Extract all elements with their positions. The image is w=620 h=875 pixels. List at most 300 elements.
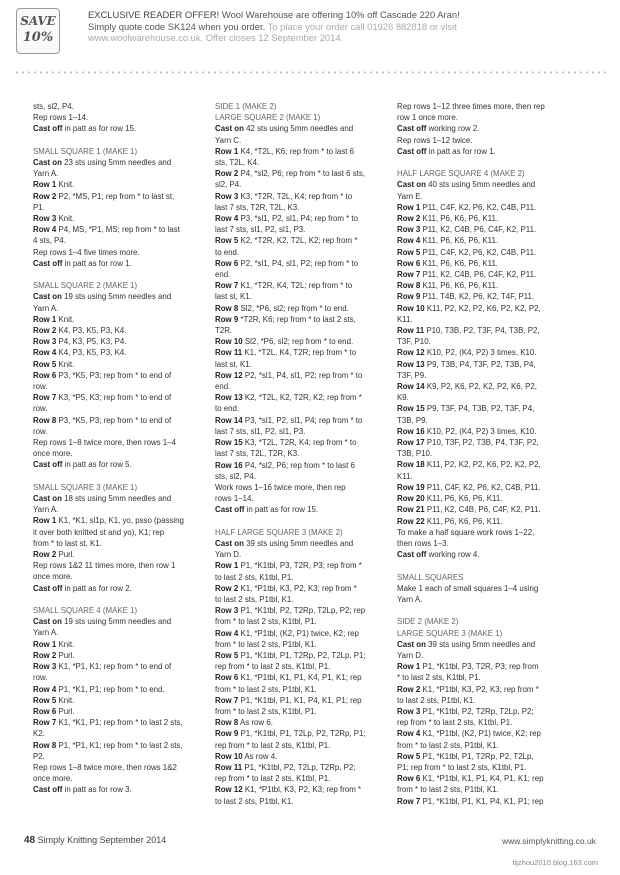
instruction-label: Row 19 (397, 482, 425, 492)
instruction-label: Row 1 (397, 202, 421, 212)
instruction-line (33, 684, 205, 695)
instruction-text: P1, *K1tbl, P1, K1, P4, K1, P1; rep (420, 796, 544, 806)
instruction-label: Row 18 (397, 460, 425, 470)
instruction-line (397, 347, 569, 358)
instruction-text: K3, *T2L, T2R, K4; rep from * to (242, 438, 357, 448)
instruction-text: T3B, P10. (397, 449, 433, 459)
instruction-line (397, 717, 569, 728)
instruction-text: Yarn A. (33, 169, 59, 179)
instruction-label: Row 6 (33, 370, 57, 380)
instruction-label: Row 1 (397, 662, 421, 672)
offer-line-1 (88, 9, 608, 21)
instruction-line (33, 706, 205, 717)
instruction-label: Row 8 (215, 303, 239, 313)
instruction-label: Cast on (397, 639, 426, 649)
instruction-label: Row 6 (215, 258, 239, 268)
instruction-line (215, 639, 387, 650)
instruction-line (397, 516, 569, 527)
instruction-line (215, 796, 387, 807)
instruction-text: K11. (397, 314, 413, 324)
spacer (397, 560, 569, 571)
instruction-line (397, 291, 569, 302)
instruction-label: Row 6 (215, 673, 239, 683)
instruction-text: last 7 sts, T2L, T2R, K3. (215, 449, 300, 459)
instruction-line (33, 303, 205, 314)
instruction-text: row 1 once more. (397, 113, 458, 123)
instruction-label: Row 12 (397, 348, 425, 358)
instruction-line (33, 740, 205, 751)
instruction-line (215, 695, 387, 706)
instruction-line (397, 325, 569, 336)
instruction-line (33, 717, 205, 728)
instruction-label: Row 4 (215, 628, 239, 638)
instruction-line (33, 157, 205, 168)
instruction-text: Yarn A. (33, 303, 59, 313)
instruction-line (397, 202, 569, 213)
instruction-label: Row 4 (397, 729, 421, 739)
instruction-text: K1, *K1, P1; rep from * to last 2 sts, (56, 718, 183, 728)
instruction-line (215, 280, 387, 291)
instruction-label: Row 16 (397, 426, 425, 436)
instruction-label: Row 4 (33, 225, 57, 235)
instruction-text: P1; rep from * to last 2 sts, K1tbl, P1. (397, 762, 527, 772)
instruction-line (33, 695, 205, 706)
instruction-line (215, 370, 387, 381)
instruction-line (397, 314, 569, 325)
instruction-line (215, 303, 387, 314)
instruction-line (33, 381, 205, 392)
section-heading: SMALL SQUARE 2 (MAKE 1) (33, 281, 138, 291)
instruction-label: Row 9 (397, 292, 421, 302)
instruction-text: in patt as for row 5. (62, 460, 132, 470)
instruction-label: Cast off (33, 124, 63, 134)
instruction-line (215, 336, 387, 347)
instruction-line (397, 336, 569, 347)
instruction-line (33, 459, 205, 470)
instruction-text: to last 2 sts, P1tbl, K1. (215, 796, 294, 806)
instruction-text: P1, *K1, P1; rep from * to end. (56, 684, 165, 694)
instruction-text: Purl. (56, 706, 75, 716)
instruction-text: Rep rows 1–8 twice more, then rows 1–4 (33, 438, 176, 448)
instruction-label: Cast off (33, 785, 63, 795)
instruction-text: P3, *K5, P3; rep from * to end of (56, 415, 172, 425)
section-heading: HALF LARGE SQUARE 3 (MAKE 2) (215, 527, 343, 537)
instruction-text: Yarn A. (33, 505, 59, 515)
instruction-text: Knit. (56, 695, 75, 705)
instruction-text: P1, *K1tbl, P2, T2Lp, T2Rp, P2; (242, 762, 356, 772)
instruction-line (215, 773, 387, 784)
instruction-text: 39 sts using 5mm needles and (243, 538, 354, 548)
footer-left (24, 835, 166, 846)
instruction-line (397, 762, 569, 773)
instruction-line (215, 784, 387, 795)
instruction-line (397, 381, 569, 392)
instruction-text: K2, *T2R, K2, T2L, K2; rep from * (238, 236, 358, 246)
instruction-text: P1, *K1tbl, P1, T2Rp, P2, T2Lp, (420, 751, 534, 761)
instruction-label: Row 15 (215, 438, 243, 448)
instruction-line (215, 706, 387, 717)
instruction-text: row. (33, 382, 48, 392)
instruction-line (215, 258, 387, 269)
instruction-text: T2R. (215, 326, 233, 336)
pattern-column-1 (33, 101, 205, 796)
instruction-label: Row 2 (33, 191, 57, 201)
instruction-label: Row 13 (397, 359, 425, 369)
instruction-line (215, 437, 387, 448)
instruction-line (215, 650, 387, 661)
offer-line-3: www.woolwarehouse.co.uk. Offer closes 12 September 2014. (88, 32, 344, 43)
instruction-text: Purl. (56, 650, 75, 660)
instruction-text: in patt as for row 2. (62, 583, 132, 593)
section-heading: SMALL SQUARES (397, 572, 464, 582)
instruction-text: P1, *K1tbl, P3, T2R, P3; rep from * (238, 561, 362, 571)
instruction-line (215, 684, 387, 695)
instruction-line (397, 471, 569, 482)
instruction-text: K1, *T2R, K4, T2L; rep from * to (238, 281, 353, 291)
instruction-text: Knit. (56, 214, 75, 224)
instruction-line (215, 179, 387, 190)
instruction-text: P10, T3F, P2, T3B, P4, T3F, P2, (424, 438, 539, 448)
instruction-text: Work rows 1–16 twice more, then rep (215, 482, 346, 492)
instruction-label: Row 11 (397, 326, 425, 336)
instruction-text: from * to last st, K1. (33, 538, 102, 548)
instruction-label: Cast off (33, 258, 63, 268)
instruction-text: K11. (397, 471, 413, 481)
instruction-label: Row 9 (215, 729, 239, 739)
instruction-line (215, 392, 387, 403)
instruction-label: Row 7 (33, 393, 57, 403)
instruction-line (215, 381, 387, 392)
instruction-line (215, 235, 387, 246)
instruction-text: last st, K1. (215, 292, 252, 302)
instruction-text: it over both knitted st and yo), K1; rep (33, 527, 165, 537)
instruction-line (215, 549, 387, 560)
instruction-label: Row 7 (33, 718, 57, 728)
instruction-text: working row 4. (426, 550, 480, 560)
instruction-text: T3F, P10. (397, 337, 431, 347)
instruction-text: Rep rows 1–8 twice more, then rows 1&2 (33, 762, 177, 772)
instruction-label: Row 12 (215, 785, 243, 795)
instruction-line (397, 482, 569, 493)
instruction-text: P1. (33, 202, 45, 212)
instruction-text: rep from * to last 2 sts, K1tbl, P1. (397, 718, 513, 728)
instruction-text: 39 sts using 5mm needles and (425, 639, 536, 649)
instruction-text: once more. (33, 449, 73, 459)
instruction-text: T3F, P9. (397, 370, 427, 380)
instruction-text: in patt as for row 1. (62, 258, 132, 268)
instruction-line (33, 415, 205, 426)
instruction-line (33, 392, 205, 403)
instruction-label: Row 4 (397, 236, 421, 246)
instruction-line (215, 538, 387, 549)
instruction-label: Row 7 (397, 270, 421, 280)
instruction-line (215, 751, 387, 762)
instruction-line (215, 482, 387, 493)
instruction-label: Row 7 (215, 695, 239, 705)
instruction-line (215, 202, 387, 213)
instruction-line (397, 706, 569, 717)
instruction-label: Row 5 (33, 359, 57, 369)
instruction-label: Row 4 (33, 348, 57, 358)
instruction-label: Row 10 (215, 337, 243, 347)
instruction-line (33, 762, 205, 773)
instruction-text: K10, P2, (K4, P2) 3 times, K10. (424, 348, 537, 358)
instruction-label: Row 9 (215, 314, 239, 324)
instruction-label: Row 4 (215, 214, 239, 224)
instruction-line (397, 784, 569, 795)
instruction-text: P11, K2, C4B, P6, C4F, K2, P11. (424, 505, 541, 515)
instruction-line (397, 135, 569, 146)
instruction-text: P11, K2, C4B, P6, C4F, K2, P11. (420, 225, 537, 235)
instruction-line (397, 258, 569, 269)
instruction-line (33, 291, 205, 302)
instruction-line (33, 437, 205, 448)
instruction-line (33, 168, 205, 179)
instruction-text: 4 sts, P4. (33, 236, 66, 246)
instruction-text: row. (33, 673, 48, 683)
instruction-text: P9, T3F, P4, T3B, P2, T3F, P4, (424, 404, 535, 414)
instruction-label: Row 7 (397, 796, 421, 806)
instruction-text: K1, *P1tbl, (K2, P1) twice, K2; rep (420, 729, 541, 739)
instruction-line (33, 616, 205, 627)
instruction-line (215, 123, 387, 134)
instruction-line (33, 728, 205, 739)
instruction-text: K11, P6, K6, P6, K11. (420, 236, 499, 246)
instruction-line (397, 303, 569, 314)
section-heading: SMALL SQUARE 3 (MAKE 1) (33, 482, 138, 492)
instruction-label: Row 1 (33, 516, 57, 526)
instruction-text: P1, *K1tbl, P1, K1, P4, K1, P1; rep (238, 695, 362, 705)
instruction-text: in patt as for row 15. (62, 124, 137, 134)
instruction-text: P9, T3B, P4, T3F, P2, T3B, P4, (424, 359, 536, 369)
instruction-label: Cast on (33, 494, 62, 504)
instruction-line (33, 773, 205, 784)
instruction-line (397, 392, 569, 403)
instruction-text: P11, C4F, K2, P6, K2, C4B, P11. (424, 482, 541, 492)
instruction-text: from * to last 2 sts, K1tbl, P1. (215, 706, 317, 716)
instruction-label: Row 5 (397, 751, 421, 761)
instruction-line (33, 560, 205, 571)
instruction-text: K11, P6, K6, P6, K11. (420, 214, 499, 224)
instruction-text: P4, K3, P5, K3, P4. (56, 337, 127, 347)
instruction-line (33, 751, 205, 762)
instruction-text: P1, *K1tbl, P1, T2Rp, P2, T2Lp, P1; (238, 650, 366, 660)
instruction-line (33, 784, 205, 795)
instruction-line (33, 359, 205, 370)
instruction-text: to end. (215, 404, 240, 414)
instruction-line (33, 571, 205, 582)
instruction-text: sts, sl2, P4. (215, 471, 256, 481)
instruction-text: sts, sl2, P4. (33, 102, 74, 111)
instruction-text: Rep rows 1–4 five times more. (33, 247, 140, 257)
instruction-label: Cast on (33, 617, 62, 627)
instruction-line (397, 740, 569, 751)
instruction-label: Row 11 (215, 348, 243, 358)
offer-order-info: To place your order call 01926 882818 or visit (265, 20, 457, 32)
instruction-line (215, 460, 387, 471)
instruction-text: K1, *P1tbl, K3, P2, K3; rep from * (242, 785, 362, 795)
instruction-line (397, 549, 569, 560)
instruction-line (397, 493, 569, 504)
instruction-text: P1, *K1tbl, P3, T2R, P3; rep from (420, 662, 539, 672)
instruction-line (397, 504, 569, 515)
instruction-text: then rows 1–3. (397, 538, 449, 548)
instruction-text: last st, K1. (215, 359, 252, 369)
instruction-text: K4, P3, K5, P3, K4. (56, 348, 127, 358)
instruction-text: Yarn D. (397, 650, 424, 660)
instruction-label: Row 2 (33, 550, 57, 560)
instruction-label: Row 3 (215, 606, 239, 616)
instruction-label: Row 1 (33, 314, 57, 324)
instruction-text: once more. (33, 774, 73, 784)
instruction-line (215, 672, 387, 683)
instruction-text: As row 6. (238, 718, 273, 728)
instruction-text: P11, T4B, K2, P6, K2, T4F, P11. (420, 292, 535, 302)
instruction-line (33, 549, 205, 560)
pattern-column-2 (215, 101, 387, 807)
instruction-line (397, 639, 569, 650)
instruction-line (397, 527, 569, 538)
instruction-text: rep from * to last 2 sts, K1tbl, P1. (215, 662, 331, 672)
magazine-issue: Simply Knitting September 2014 (37, 835, 167, 845)
instruction-line (397, 672, 569, 683)
instruction-label: Cast on (215, 538, 244, 548)
section-heading: SMALL SQUARE 4 (MAKE 1) (33, 606, 138, 616)
instruction-text: P3, *sl1, P2, sl1, P4; rep from * to (238, 214, 358, 224)
instruction-line (215, 247, 387, 258)
instruction-label: Row 3 (215, 191, 239, 201)
instruction-text: K2. (33, 729, 45, 739)
offer-headline: EXCLUSIVE READER OFFER! (88, 9, 220, 20)
instruction-line (397, 773, 569, 784)
instruction-line (397, 728, 569, 739)
instruction-text: to end. (215, 247, 240, 257)
instruction-text: K9. (397, 393, 409, 403)
instruction-line (215, 661, 387, 672)
instruction-text: * to last 2 sts, K1tbl, P1. (397, 673, 481, 683)
instruction-text: P4, *sl2, P6; rep from * to last 6 (242, 460, 355, 470)
instruction-text: in patt as for row 3. (62, 785, 132, 795)
instruction-label: Row 1 (33, 180, 57, 190)
instruction-text: 42 sts using 5mm needles and (243, 124, 354, 134)
instruction-line (397, 247, 569, 258)
instruction-text: Knit. (56, 359, 75, 369)
instruction-text: from * to last 2 sts, P1tbl, K1. (397, 785, 499, 795)
instruction-text: Knit. (56, 314, 75, 324)
instruction-line (33, 538, 205, 549)
instruction-line (397, 112, 569, 123)
instruction-label: Row 10 (397, 303, 425, 313)
instruction-line (33, 403, 205, 414)
instruction-line (215, 135, 387, 146)
spacer (33, 135, 205, 146)
instruction-text: 19 sts using 5mm needles and (61, 292, 172, 302)
instruction-text: K1, *P1tbl, K1, P1, K4, P1, K1; rep (420, 774, 544, 784)
instruction-line (215, 594, 387, 605)
dotted-divider (14, 71, 606, 74)
instruction-line (33, 224, 205, 235)
instruction-line (397, 235, 569, 246)
instruction-line (215, 403, 387, 414)
website-link[interactable]: www.simplyknitting.co.uk (501, 836, 596, 846)
section-heading: LARGE SQUARE 3 (MAKE 1) (397, 628, 503, 638)
offer-line-2 (88, 21, 608, 33)
instruction-line (397, 146, 569, 157)
instruction-line (215, 728, 387, 739)
instruction-text: Make 1 each of small squares 1–4 using (397, 583, 539, 593)
instruction-text: 40 sts using 5mm needles and (425, 180, 536, 190)
section-heading: SIDE 1 (MAKE 2) (215, 102, 277, 111)
instruction-text: Yarn C. (215, 135, 242, 145)
instruction-text: P1, *K1tbl, P2, T2Rp, T2Lp, P2; rep (238, 606, 366, 616)
instruction-text: P4, MS, *P1, MS; rep from * to last (56, 225, 180, 235)
instruction-label: Row 13 (215, 393, 243, 403)
instruction-line (397, 191, 569, 202)
instruction-label: Row 4 (33, 684, 57, 694)
instruction-label: Row 1 (215, 561, 239, 571)
instruction-text: Yarn A. (33, 628, 59, 638)
instruction-line (33, 336, 205, 347)
instruction-text: Sl2, *P6, sl2; rep from * to end. (238, 303, 349, 313)
instruction-label: Row 8 (397, 281, 421, 291)
instruction-label: Cast off (215, 505, 245, 515)
instruction-line (397, 594, 569, 605)
instruction-text: P2, *MS, P1; rep from * to last st, (56, 191, 175, 201)
instruction-label: Row 2 (33, 326, 57, 336)
instruction-line (33, 504, 205, 515)
instruction-label: Cast off (33, 460, 63, 470)
instruction-line (215, 493, 387, 504)
instruction-line (33, 213, 205, 224)
instruction-text: row. (33, 426, 48, 436)
instruction-text: sl2, P4. (215, 180, 242, 190)
instruction-label: Cast on (215, 124, 244, 134)
save-badge (16, 8, 60, 54)
instruction-line (215, 628, 387, 639)
instruction-text: P1, *K1tbl, P2, T2Rp, T2Lp, P2; (420, 706, 534, 716)
instruction-text: P4, *sl2, P6; rep from * to last 6 sts, (238, 169, 365, 179)
instruction-text: working row 2. (426, 124, 480, 134)
instruction-line (215, 583, 387, 594)
instruction-text: P1, *P1, K1; rep from * to last 2 sts, (56, 740, 183, 750)
instruction-text: 18 sts using 5mm needles and (61, 494, 172, 504)
instruction-line (215, 191, 387, 202)
instruction-text: from * to last 2 sts, K1tbl, P1. (215, 617, 317, 627)
instruction-label: Row 2 (33, 650, 57, 660)
instruction-text: sts, T2L, K4. (215, 158, 260, 168)
instruction-line (215, 616, 387, 627)
spacer (215, 516, 387, 527)
instruction-label: Row 5 (215, 650, 239, 660)
instruction-line (215, 146, 387, 157)
instruction-line (397, 370, 569, 381)
instruction-label: Row 2 (397, 684, 421, 694)
instruction-line (397, 224, 569, 235)
instruction-line (215, 347, 387, 358)
instruction-label: Row 17 (397, 438, 425, 448)
instruction-label: Cast off (397, 124, 427, 134)
instruction-line (33, 123, 205, 134)
instruction-text: Purl. (56, 550, 75, 560)
instruction-text: to last 2 sts, P1tbl, K1. (397, 695, 476, 705)
instruction-line (33, 493, 205, 504)
instruction-text: 19 sts using 5mm needles and (61, 617, 172, 627)
instruction-text: K3, *P5, K3; rep from * to end of (56, 393, 172, 403)
instruction-line (33, 583, 205, 594)
instruction-label: Row 14 (215, 415, 243, 425)
spacer (33, 594, 205, 605)
instruction-line (215, 605, 387, 616)
